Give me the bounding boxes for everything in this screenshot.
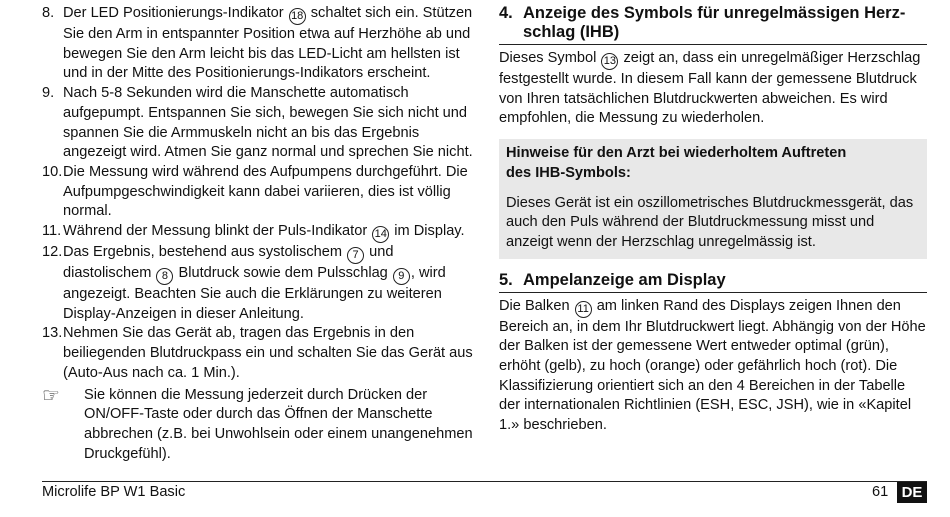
footer-product-name: Microlife BP W1 Basic <box>42 484 186 500</box>
section-5-heading <box>499 271 927 293</box>
item-text: Nehmen Sie das Gerät ab, tragen das Ergebnis in den beiliegenden Blutdruckpass ein und schalten Sie das Gerät aus (Auto-Aus nach ca. 1 Min.). <box>63 325 473 381</box>
ref-marker: 8 <box>156 268 173 285</box>
note-text: Sie können die Messung jederzeit durch Drücken der ON/OFF-Taste oder durch das Öffnen der Manschette abbrechen (z.B. bei Unwohlsein oder einem unangenehmen Druckgefühl). <box>84 386 473 462</box>
ref-marker: 13 <box>601 53 618 70</box>
doctor-note-box <box>499 139 927 259</box>
box-heading <box>506 144 920 183</box>
item-text: Die Messung wird während des Aufpumpens durchgeführt. Die Aufpumpgeschwindigkeit kann dabei variieren, dies ist völlig normal. <box>63 163 468 220</box>
para-text: zeigt an, dass ein unregelmäßiger Herzschlag festgestellt wurde. In diesem Fall kann der gemessene Blutdruck von Ihren tatsächlichen Blutdruckwerten abweichen. Es wird empfohlen, die Messung zu wiederholen. <box>499 50 921 127</box>
ref-marker: 14 <box>372 226 389 243</box>
item-text: Nach 5-8 Sekunden wird die Manschette automatisch aufgepumpt. Entspannen Sie sich, bewegen Sie sich nicht und spannen Sie die Armmuskeln nicht an bis das Ergebnis angezeigt wird. Atmen Sie ganz normal und sprechen Sie nicht. <box>63 85 473 161</box>
ref-marker: 11 <box>575 301 592 318</box>
item-text: schaltet sich ein. Stützen Sie den Arm in entspannter Position etwa auf Herzhöhe ab und bewegen Sie den Arm leicht bis das LED-Licht am hellsten ist und in der Mitte des Positionierungs-Indikators erscheint. <box>63 5 473 82</box>
ref-marker: 18 <box>289 8 306 25</box>
section-title: Ampelanzeige am Display <box>523 270 726 289</box>
hint-note <box>42 386 474 465</box>
list-item-12 <box>42 243 474 324</box>
item-text: Das Ergebnis, bestehend aus systolischem <box>63 244 347 261</box>
item-number: 11. <box>42 223 62 240</box>
box-text: Dieses Gerät ist ein oszillometrisches Blutdruckmessgerät, das auch den Puls während der Blutdruckmessung misst und anzeigt wenn der Herzschlag unregelmässig ist. <box>506 194 914 250</box>
section-4-heading <box>499 4 927 45</box>
para-text: Die Balken <box>499 297 574 314</box>
item-text: Der LED Positionierungs-Indikator <box>63 5 288 21</box>
ref-marker: 9 <box>393 268 410 285</box>
item-number: 13. <box>42 325 63 342</box>
item-number: 12. <box>42 244 63 261</box>
list-item-11 <box>42 222 474 243</box>
section-4-paragraph <box>499 49 927 129</box>
box-heading-line1: Hinweise für den Arzt bei wiederholtem Auftreten <box>506 145 847 162</box>
box-heading-line2: des IHB-Symbols: <box>506 164 631 181</box>
pointing-hand-icon: ☞ <box>42 384 60 407</box>
footer-divider <box>42 481 927 482</box>
item-text: Blutdruck sowie dem Pulsschlag <box>174 265 392 282</box>
section-number: 5. <box>499 270 513 289</box>
language-badge: DE <box>897 482 927 503</box>
item-number: 8. <box>42 5 55 21</box>
para-text: Dieses Symbol <box>499 50 601 66</box>
item-text: im Display. <box>390 223 465 240</box>
item-text: und diastolischem <box>63 244 394 282</box>
section-title-line1: Anzeige des Symbols für unregelmässigen Herz- <box>523 4 906 22</box>
list-item-10 <box>42 163 474 222</box>
section-title-line2: schlag (IHB) <box>523 23 620 41</box>
page-number: 61 <box>872 484 889 500</box>
section-number: 4. <box>499 4 513 22</box>
list-item-13 <box>42 324 474 383</box>
item-number: 10. <box>42 163 63 180</box>
section-5-paragraph <box>499 297 927 436</box>
right-column <box>499 4 927 436</box>
left-column <box>42 4 474 464</box>
list-item-9 <box>42 84 474 163</box>
list-item-8 <box>42 4 474 84</box>
item-text: , wird angezeigt. Beachten Sie auch die Erklärungen zu weiteren Display-Anzeigen in dieser Anleitung. <box>63 265 446 322</box>
item-text: Während der Messung blinkt der Puls-Indikator <box>63 223 372 240</box>
para-text: am linken Rand des Displays zeigen Ihnen den Bereich an, in dem Ihr Blutdruckwert liegt. Abhängig von der Höhe der Balken ist der gemessene Wert entweder optimal (grün), erhöht (gelb), zu hoch (orange) oder gefährlich hoch (rot). Die Klassifizierung orientiert sich an den 4 Bereichen in der Tabelle der internationalen Richtlinien (ESH, ESC, JSH), wie in «Kapitel 1.» beschrieben. <box>499 297 926 434</box>
item-number: 9. <box>42 85 55 102</box>
ref-marker: 7 <box>347 247 364 264</box>
